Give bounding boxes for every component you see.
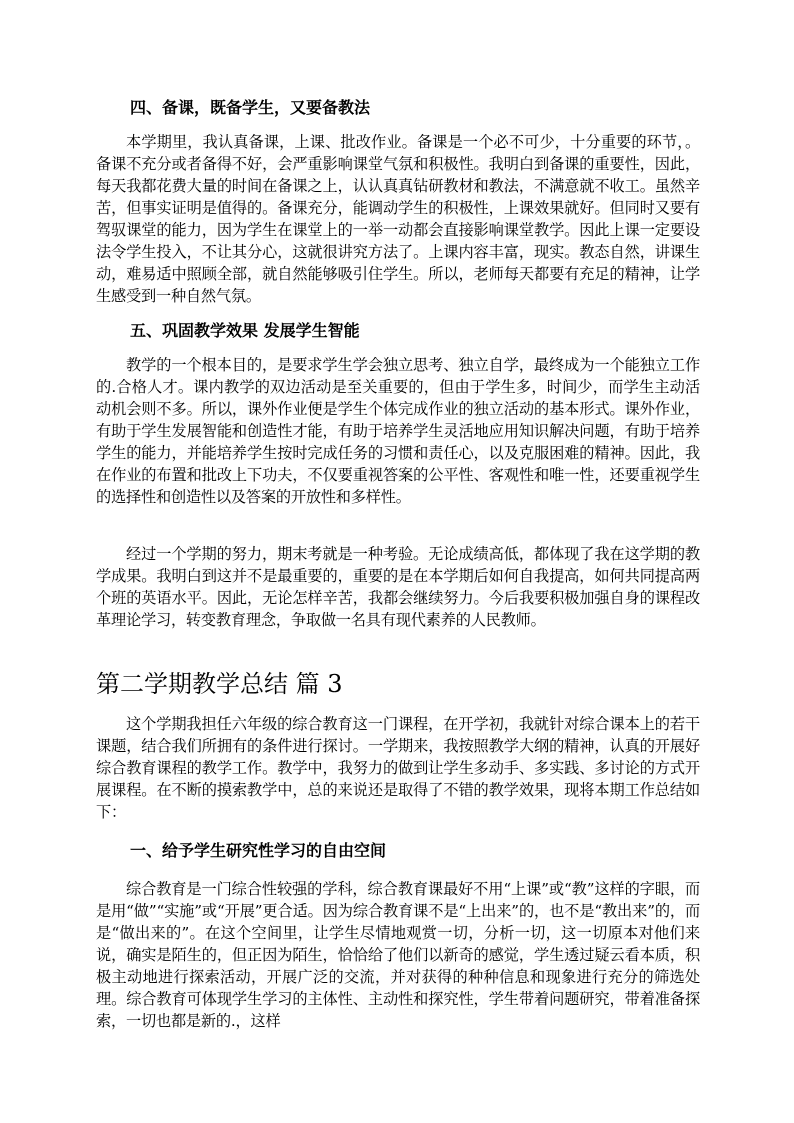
- paragraph-course-intro: 这个学期我担任六年级的综合教育这一门课程，在开学初，我就针对综合课本上的若干课题，结合我们所拥有的条件进行探讨。一学期来，我按照教学大纲的精神，认真的开展好综合教育课程的教学工作。教学中，我努力的做到让学生多动手、多实践、多讨论的方式开展课程。在不断的摸索教学中，总的来说还是取得了不错的教学效果，现将本期工作总结如下：: [96, 715, 700, 821]
- section-heading-5: 五、巩固教学效果 发展学生智能: [130, 321, 360, 340]
- page-section-title: 第二学期教学总结 篇 3: [96, 670, 343, 698]
- section-heading-1: 一、给予学生研究性学习的自由空间: [130, 841, 387, 860]
- paragraph-teaching-effect: 教学的一个根本目的，是要求学生学会独立思考、独立自学，最终成为一个能独立工作的.合格人才。课内教学的双边活动是至关重要的，但由于学生多，时间少，而学生主动活动机会则不多。所以，课外作业便是学生个体完成作业的独立活动的基本形式。课外作业，有助于学生发展智能和创造性才能，有助于培养学生灵活地应用知识解决问题，有助于培养学生的能力，并能培养学生按时完成任务的习惯和责任心，以及克服困难的精神。因此，我在作业的布置和批改上下功夫，不仅要重视答案的公平性、客观性和唯一性，还要重视学生的选择性和创造性以及答案的开放性和多样性。: [96, 356, 700, 506]
- paragraph-lesson-prep: 本学期里，我认真备课，上课、批改作业。备课是一个必不可少，十分重要的环节，。备课不充分或者备得不好，会严重影响课堂气氛和积极性。我明白到备课的重要性，因此，每天我都花费大量的时间在备课之上，认认真真钻研教材和教法，不满意就不收工。虽然辛苦，但事实证明是值得的。备课充分，能调动学生的积极性，上课效果就好。但同时又要有驾驭课堂的能力，因为学生在课堂上的一举一动都会直接影响课堂教学。因此上课一定要设法令学生投入，不让其分心，这就很讲究方法了。上课内容丰富，现实。教态自然，讲课生动，难易适中照顾全部，就自然能够吸引住学生。所以，老师每天都要有充足的精神，让学生感受到一种自然气氛。: [96, 133, 700, 305]
- section-heading-4: 四、备课，既备学生，又要备教法: [130, 98, 371, 117]
- paragraph-semester-review: 经过一个学期的努力，期末考就是一种考验。无论成绩高低，都体现了我在这学期的教学成果。我明白到这并不是最重要的，重要的是在本学期后如何自我提高，如何共同提高两个班的英语水平。因此，无论怎样辛苦，我都会继续努力。今后我要积极加强自身的课程改革理论学习，转变教育理念，争取做一名具有现代素养的人民教师。: [96, 545, 700, 629]
- paragraph-research-learning: 综合教育是一门综合性较强的学科，综合教育课最好不用“上课”或“教”这样的字眼，而是用“做”“实施”或“开展”更合适。因为综合教育课不是“上出来”的，也不是“教出来”的，而是“做出来的”。在这个空间里，让学生尽情地观赏一切，分析一切，这一切原本对他们来说，确实是陌生的，但正因为陌生，恰恰给了他们以新奇的感觉，学生透过疑云看本质，积极主动地进行探索活动，开展广泛的交流，并对获得的种种信息和现象进行充分的筛选处理。综合教育可体现学生学习的主体性、主动性和探究性，学生带着问题研究，带着准备探索，一切也都是新的.，这样: [96, 880, 700, 1030]
